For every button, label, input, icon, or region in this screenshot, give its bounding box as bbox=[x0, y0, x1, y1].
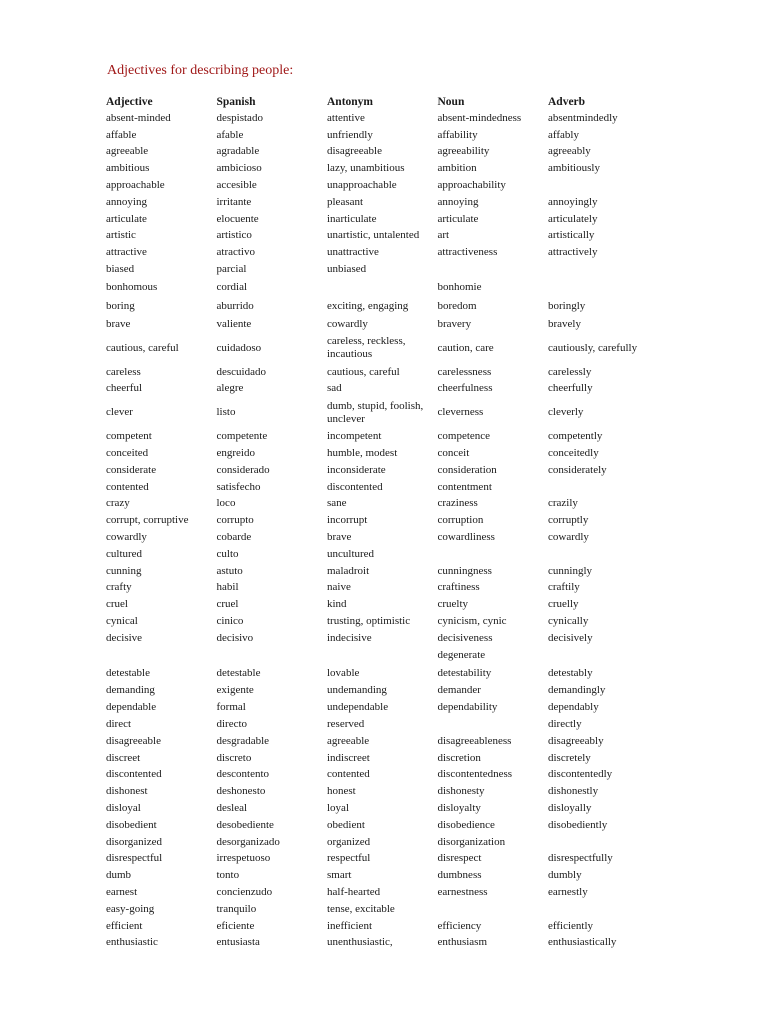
cell-spanish: decisivo bbox=[216, 631, 254, 644]
table-row bbox=[100, 177, 657, 194]
cell-adverb: crazily bbox=[548, 497, 578, 510]
table-row bbox=[100, 297, 657, 316]
cell-adverb: competently bbox=[548, 430, 603, 443]
cell-adverb: disagreeably bbox=[548, 734, 604, 747]
cell-antonym: sane bbox=[327, 497, 347, 510]
cell-adjective: conceited bbox=[106, 447, 149, 460]
cell-antonym: kind bbox=[327, 598, 347, 611]
cell-adverb: disrespectfully bbox=[548, 852, 613, 865]
cell-spanish: cuidadoso bbox=[216, 341, 262, 354]
cell-antonym: naive bbox=[327, 581, 351, 594]
cell-adverb: discontentedly bbox=[548, 768, 613, 781]
cell-noun: conceit bbox=[437, 447, 470, 460]
cell-spanish: atractivo bbox=[216, 246, 255, 259]
table-row bbox=[100, 884, 657, 901]
cell-adjective: agreeable bbox=[106, 145, 149, 158]
table-row bbox=[100, 834, 657, 851]
cell-spanish: alegre bbox=[216, 382, 244, 395]
cell-noun: craftiness bbox=[437, 581, 480, 594]
table-row bbox=[100, 160, 657, 177]
cell-adjective: bonhomous bbox=[106, 280, 158, 293]
cell-antonym: lazy, unambitious bbox=[327, 162, 405, 175]
cell-antonym bbox=[321, 647, 432, 664]
table-row bbox=[100, 211, 657, 228]
cell-adverb: cleverly bbox=[548, 406, 584, 419]
cell-antonym: agreeable bbox=[327, 734, 370, 747]
cell-antonym: inefficient bbox=[327, 919, 372, 932]
page-title: Adjectives for describing people: bbox=[107, 63, 294, 78]
cell-antonym: honest bbox=[327, 785, 356, 798]
cell-spanish: desgradable bbox=[216, 734, 270, 747]
table-row bbox=[100, 244, 657, 261]
cell-noun: dishonesty bbox=[437, 785, 485, 798]
cell-noun bbox=[432, 261, 543, 278]
cell-adverb: boringly bbox=[548, 299, 586, 312]
cell-spanish: ambicioso bbox=[216, 162, 262, 175]
table-row bbox=[100, 127, 657, 144]
cell-adjective: disorganized bbox=[106, 835, 163, 848]
cell-adverb: cautiously, carefully bbox=[548, 341, 638, 354]
cell-noun: cleverness bbox=[437, 406, 484, 419]
table-row bbox=[100, 918, 657, 935]
cell-spanish: exigente bbox=[216, 684, 254, 697]
cell-antonym: trusting, optimistic bbox=[327, 615, 411, 628]
cell-spanish: cinico bbox=[216, 615, 244, 628]
cell-antonym: contented bbox=[327, 768, 370, 781]
cell-adverb: affably bbox=[548, 128, 579, 141]
table-row bbox=[100, 364, 657, 381]
cell-spanish: tranquilo bbox=[216, 902, 257, 915]
cell-adverb: disobediently bbox=[548, 818, 608, 831]
cell-adjective: easy-going bbox=[106, 902, 155, 915]
cell-adverb: corruptly bbox=[548, 514, 589, 527]
cell-spanish: satisfecho bbox=[216, 480, 261, 493]
cell-spanish: valiente bbox=[216, 317, 252, 330]
cell-adverb: cynically bbox=[548, 615, 589, 628]
cell-adjective: demanding bbox=[106, 684, 155, 697]
cell-noun: detestability bbox=[437, 666, 492, 679]
cell-adjective: disrespectful bbox=[106, 852, 163, 865]
table-row bbox=[100, 563, 657, 580]
cell-adjective: efficient bbox=[106, 919, 143, 932]
cell-antonym: respectful bbox=[327, 852, 371, 865]
cell-noun: enthusiasm bbox=[437, 936, 487, 949]
cell-adverb: discretely bbox=[548, 751, 591, 764]
table-row bbox=[100, 381, 657, 398]
cell-noun: efficiency bbox=[437, 919, 482, 932]
cell-noun: earnestness bbox=[437, 885, 488, 898]
table-row bbox=[100, 110, 657, 127]
cell-antonym: unenthusiastic, bbox=[327, 936, 393, 949]
table-row bbox=[100, 278, 657, 297]
cell-adjective: enthusiastic bbox=[106, 936, 158, 949]
table-row bbox=[100, 664, 657, 683]
cell-antonym: unapproachable bbox=[327, 179, 397, 192]
table-row bbox=[100, 261, 657, 278]
cell-adjective: discreet bbox=[106, 751, 141, 764]
cell-adjective: dependable bbox=[106, 701, 157, 714]
cell-noun: cruelty bbox=[437, 598, 469, 611]
cell-noun bbox=[432, 901, 543, 918]
cell-noun: disloyalty bbox=[437, 801, 481, 814]
cell-noun: disrespect bbox=[437, 852, 482, 865]
cell-noun: bonhomie bbox=[437, 280, 482, 293]
cell-spanish: entusiasta bbox=[216, 936, 260, 949]
cell-noun: boredom bbox=[437, 299, 477, 312]
cell-adverb: detestably bbox=[548, 666, 593, 679]
cell-antonym: undependable bbox=[327, 701, 389, 714]
cell-adjective: decisive bbox=[106, 631, 143, 644]
cell-adverb: absentmindedly bbox=[548, 111, 618, 124]
cell-adjective: cruel bbox=[106, 598, 128, 611]
cell-noun: demander bbox=[437, 684, 481, 697]
cell-antonym: pleasant bbox=[327, 195, 364, 208]
table-row bbox=[100, 850, 657, 867]
table-row bbox=[100, 428, 657, 445]
cell-adverb: dishonestly bbox=[548, 785, 599, 798]
cell-noun: decisiveness bbox=[437, 631, 493, 644]
cell-spanish: desobediente bbox=[216, 818, 274, 831]
cell-noun: degenerate bbox=[437, 648, 486, 661]
cell-spanish: concienzudo bbox=[216, 885, 273, 898]
cell-adverb: earnestly bbox=[548, 885, 588, 898]
cell-antonym: unbiased bbox=[327, 263, 367, 276]
cell-adverb: articulately bbox=[548, 212, 598, 225]
cell-noun: dumbness bbox=[437, 869, 482, 882]
cell-adverb: bravely bbox=[548, 317, 581, 330]
cell-noun: articulate bbox=[437, 212, 479, 225]
cell-adjective: approachable bbox=[106, 179, 165, 192]
cell-noun: cheerfulness bbox=[437, 382, 493, 395]
cell-spanish: astuto bbox=[216, 564, 243, 577]
cell-adjective: considerate bbox=[106, 463, 157, 476]
cell-spanish: afable bbox=[216, 128, 244, 141]
table-row bbox=[100, 699, 657, 716]
cell-adverb: considerately bbox=[548, 463, 607, 476]
cell-antonym: indiscreet bbox=[327, 751, 370, 764]
cell-spanish: elocuente bbox=[216, 212, 259, 225]
cell-spanish: desorganizado bbox=[216, 835, 280, 848]
cell-noun: annoying bbox=[437, 195, 479, 208]
cell-antonym: exciting, engaging bbox=[327, 299, 409, 312]
cell-adjective: cowardly bbox=[106, 531, 147, 544]
cell-adjective: artistic bbox=[106, 229, 136, 242]
cell-adjective: careless bbox=[106, 365, 141, 378]
cell-antonym bbox=[321, 278, 432, 297]
cell-antonym: brave bbox=[327, 531, 352, 544]
cell-spanish: accesible bbox=[216, 179, 257, 192]
cell-noun: discontentedness bbox=[437, 768, 513, 781]
cell-spanish: deshonesto bbox=[216, 785, 266, 798]
cell-noun: cynicism, cynic bbox=[437, 615, 507, 628]
table-row bbox=[100, 647, 657, 664]
cell-noun: disagreeableness bbox=[437, 734, 512, 747]
cell-antonym: uncultured bbox=[327, 547, 375, 560]
cell-spanish: descontento bbox=[216, 768, 270, 781]
cell-antonym: dumb, stupid, foolish, unclever bbox=[327, 399, 424, 425]
cell-adverb: dependably bbox=[548, 701, 599, 714]
cell-adjective: crazy bbox=[106, 497, 130, 510]
table-row bbox=[100, 445, 657, 462]
cell-noun: approachability bbox=[437, 179, 506, 192]
cell-spanish: aburrido bbox=[216, 299, 254, 312]
table-row bbox=[100, 333, 657, 364]
cell-adjective: competent bbox=[106, 430, 152, 443]
cell-adverb bbox=[542, 261, 657, 278]
cell-antonym: discontented bbox=[327, 480, 383, 493]
cell-noun: carelessness bbox=[437, 365, 492, 378]
cell-adverb: annoyingly bbox=[548, 195, 598, 208]
cell-noun: consideration bbox=[437, 463, 497, 476]
cell-spanish: cruel bbox=[216, 598, 239, 611]
column-header-antonym: Antonym bbox=[327, 95, 374, 108]
cell-noun: bravery bbox=[437, 317, 472, 330]
table-row bbox=[100, 529, 657, 546]
table-row bbox=[100, 683, 657, 700]
cell-adjective: cultured bbox=[106, 547, 143, 560]
table-row bbox=[100, 867, 657, 884]
cell-adjective: articulate bbox=[106, 212, 147, 225]
cell-adverb: decisively bbox=[548, 631, 593, 644]
cell-adverb bbox=[542, 546, 657, 563]
cell-spanish: loco bbox=[216, 497, 236, 510]
cell-noun: disobedience bbox=[437, 818, 495, 831]
cell-antonym: incorrupt bbox=[327, 514, 368, 527]
cell-antonym: sad bbox=[327, 382, 342, 395]
cell-spanish: directo bbox=[216, 718, 248, 730]
table-row bbox=[100, 613, 657, 630]
cell-spanish: despistado bbox=[216, 111, 263, 124]
cell-adjective: crafty bbox=[106, 581, 132, 594]
cell-noun: competence bbox=[437, 430, 491, 443]
cell-adverb: cheerfully bbox=[548, 382, 593, 395]
cell-antonym: unfriendly bbox=[327, 128, 373, 141]
cell-adverb bbox=[542, 901, 657, 918]
cell-antonym: organized bbox=[327, 835, 371, 848]
cell-adjective: dishonest bbox=[106, 785, 148, 798]
cell-antonym: disagreeable bbox=[327, 145, 382, 158]
cell-spanish: listo bbox=[216, 406, 236, 419]
cell-adverb: conceitedly bbox=[548, 447, 599, 460]
cell-adjective bbox=[100, 647, 211, 664]
cell-spanish: cordial bbox=[216, 280, 248, 293]
column-header-adverb: Adverb bbox=[548, 95, 586, 108]
cell-spanish: habil bbox=[216, 581, 239, 594]
cell-noun: absent-mindedness bbox=[437, 111, 522, 124]
cell-antonym: half-hearted bbox=[327, 885, 381, 898]
cell-spanish: irrespetuoso bbox=[216, 852, 271, 865]
cell-noun: attractiveness bbox=[437, 246, 498, 259]
cell-adverb bbox=[542, 278, 657, 297]
cell-antonym: obedient bbox=[327, 818, 365, 831]
cell-noun: caution, care bbox=[437, 341, 494, 354]
cell-adjective: annoying bbox=[106, 195, 147, 208]
cell-adjective: cunning bbox=[106, 564, 142, 577]
cell-adverb: demandingly bbox=[548, 684, 606, 697]
column-header-spanish: Spanish bbox=[216, 95, 256, 108]
table-row bbox=[100, 546, 657, 563]
cell-adverb: carelessly bbox=[548, 365, 592, 378]
table-header-row bbox=[100, 93, 657, 110]
table-body bbox=[100, 110, 657, 951]
cell-adjective: contented bbox=[106, 480, 149, 493]
cell-spanish: competente bbox=[216, 430, 268, 443]
cell-adjective: cynical bbox=[106, 615, 138, 628]
cell-spanish: formal bbox=[216, 701, 246, 714]
cell-antonym: lovable bbox=[327, 666, 360, 679]
cell-adverb: artistically bbox=[548, 229, 595, 242]
cell-adjective: disloyal bbox=[106, 801, 141, 814]
cell-antonym: attentive bbox=[327, 111, 365, 124]
cell-adjective: disobedient bbox=[106, 818, 157, 831]
cell-antonym: tense, excitable bbox=[327, 902, 395, 915]
cell-antonym: cowardly bbox=[327, 317, 368, 330]
cell-adjective: dumb bbox=[106, 869, 132, 882]
table-row bbox=[100, 462, 657, 479]
table-row bbox=[100, 194, 657, 211]
cell-spanish: corrupto bbox=[216, 514, 254, 527]
cell-spanish: detestable bbox=[216, 666, 261, 679]
table-row bbox=[100, 496, 657, 513]
cell-antonym: careless, reckless, incautious bbox=[327, 335, 406, 361]
cell-spanish: irritante bbox=[216, 195, 252, 208]
cell-adverb: dumbly bbox=[548, 869, 582, 882]
cell-spanish: parcial bbox=[216, 263, 247, 276]
table-row bbox=[100, 767, 657, 784]
cell-adverb: ambitiously bbox=[548, 162, 600, 175]
table-row bbox=[100, 716, 657, 733]
cell-spanish: discreto bbox=[216, 751, 252, 764]
cell-antonym: incompetent bbox=[327, 430, 382, 443]
cell-antonym: inconsiderate bbox=[327, 463, 386, 476]
cell-adverb: disloyally bbox=[548, 801, 592, 814]
table-row bbox=[100, 901, 657, 918]
cell-adjective: affable bbox=[106, 128, 137, 141]
cell-spanish: considerado bbox=[216, 463, 270, 476]
cell-antonym: cautious, careful bbox=[327, 365, 400, 378]
cell-noun: affability bbox=[437, 128, 478, 141]
table-row bbox=[100, 479, 657, 496]
cell-adverb bbox=[542, 479, 657, 496]
table-row bbox=[100, 316, 657, 333]
cell-adverb: cruelly bbox=[548, 598, 579, 611]
cell-noun: agreeability bbox=[437, 145, 490, 158]
cell-adverb bbox=[542, 647, 657, 664]
cell-noun bbox=[432, 716, 543, 733]
table-row bbox=[100, 580, 657, 597]
cell-antonym: unartistic, untalented bbox=[327, 229, 420, 242]
cell-adverb: enthusiastically bbox=[548, 936, 617, 949]
cell-noun: craziness bbox=[437, 497, 478, 510]
table-row bbox=[100, 817, 657, 834]
cell-antonym: reserved bbox=[327, 718, 365, 730]
cell-adjective: cheerful bbox=[106, 382, 143, 395]
cell-adjective: brave bbox=[106, 317, 131, 330]
table-row bbox=[100, 750, 657, 767]
cell-adverb: efficiently bbox=[548, 919, 593, 932]
cell-noun: art bbox=[437, 229, 450, 242]
table-row bbox=[100, 512, 657, 529]
cell-adjective: detestable bbox=[106, 666, 150, 679]
cell-noun: cunningness bbox=[437, 564, 492, 577]
cell-adjective: boring bbox=[106, 299, 135, 312]
cell-antonym: inarticulate bbox=[327, 212, 377, 225]
cell-spanish bbox=[211, 647, 322, 664]
cell-adjective: corrupt, corruptive bbox=[106, 514, 189, 527]
cell-adverb: cunningly bbox=[548, 564, 592, 577]
cell-adjective: ambitious bbox=[106, 162, 150, 175]
cell-adverb bbox=[542, 177, 657, 194]
cell-noun: discretion bbox=[437, 751, 481, 764]
table-row bbox=[100, 783, 657, 800]
cell-adjective: disagreeable bbox=[106, 734, 161, 747]
cell-antonym: loyal bbox=[327, 801, 349, 814]
cell-noun: dependability bbox=[437, 701, 498, 714]
cell-spanish: agradable bbox=[216, 145, 260, 158]
table-row bbox=[100, 800, 657, 817]
cell-antonym: unattractive bbox=[327, 246, 379, 259]
cell-adverb: directly bbox=[548, 718, 582, 730]
cell-adjective: attractive bbox=[106, 246, 147, 259]
cell-antonym: humble, modest bbox=[327, 447, 398, 460]
cell-spanish: engreido bbox=[216, 447, 255, 460]
cell-adjective: cautious, careful bbox=[106, 341, 179, 354]
cell-noun: cowardliness bbox=[437, 531, 495, 544]
cell-adjective: discontented bbox=[106, 768, 162, 781]
cell-noun: corruption bbox=[437, 514, 484, 527]
cell-adjective: direct bbox=[106, 718, 132, 730]
table-row bbox=[100, 630, 657, 647]
cell-adverb bbox=[542, 834, 657, 851]
cell-noun: contentment bbox=[437, 480, 492, 493]
table-row bbox=[100, 733, 657, 750]
cell-noun bbox=[432, 546, 543, 563]
table-row bbox=[100, 228, 657, 245]
cell-adverb: cowardly bbox=[548, 531, 589, 544]
cell-adverb: agreeably bbox=[548, 145, 591, 158]
cell-adjective: biased bbox=[106, 263, 135, 276]
cell-antonym: smart bbox=[327, 869, 352, 882]
cell-spanish: tonto bbox=[216, 869, 240, 882]
column-header-adjective: Adjective bbox=[106, 95, 153, 108]
cell-adjective: absent-minded bbox=[106, 111, 171, 124]
vocabulary-table bbox=[100, 93, 657, 951]
cell-adjective: clever bbox=[106, 406, 133, 419]
cell-spanish: culto bbox=[216, 547, 239, 560]
cell-spanish: artistico bbox=[216, 229, 252, 242]
cell-adjective: earnest bbox=[106, 885, 138, 898]
table-row bbox=[100, 934, 657, 951]
table-row bbox=[100, 397, 657, 428]
cell-adverb: attractively bbox=[548, 246, 598, 259]
cell-adverb: craftily bbox=[548, 581, 580, 594]
cell-noun: ambition bbox=[437, 162, 477, 175]
cell-noun: disorganization bbox=[437, 835, 506, 848]
column-header-noun: Noun bbox=[437, 95, 465, 108]
cell-spanish: cobarde bbox=[216, 531, 252, 544]
cell-antonym: indecisive bbox=[327, 631, 372, 644]
cell-spanish: desleal bbox=[216, 801, 248, 814]
table-row bbox=[100, 596, 657, 613]
cell-antonym: undemanding bbox=[327, 684, 387, 697]
cell-antonym: maladroit bbox=[327, 564, 370, 577]
table-row bbox=[100, 144, 657, 161]
cell-spanish: descuidado bbox=[216, 365, 266, 378]
cell-spanish: eficiente bbox=[216, 919, 255, 932]
